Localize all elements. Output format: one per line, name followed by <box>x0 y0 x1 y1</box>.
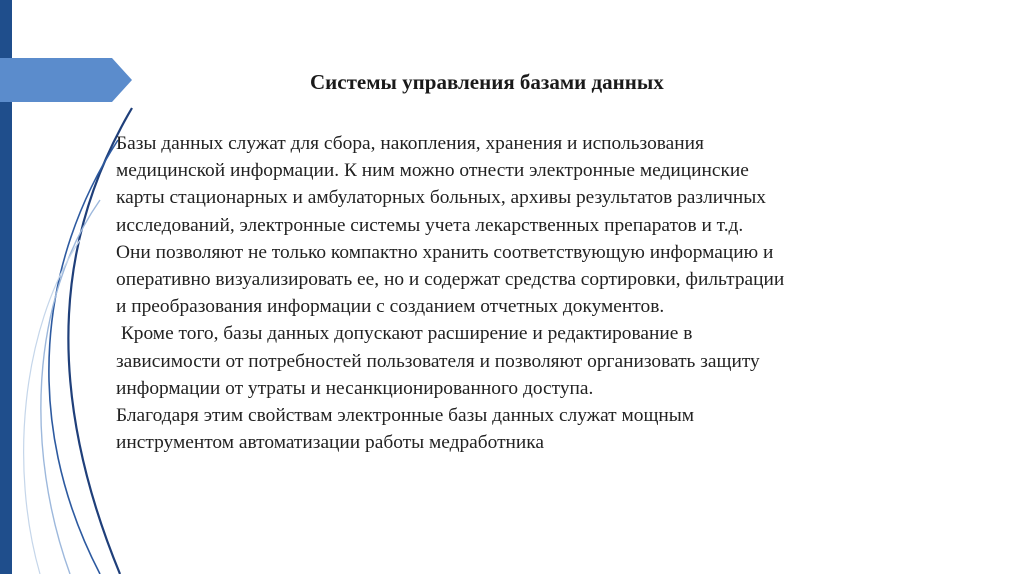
body-line: инструментом автоматизации работы медработника <box>116 432 545 454</box>
body-line: зависимости от потребностей пользователя и позволяют организовать защиту <box>116 350 760 372</box>
body-line: Кроме того, базы данных допускают расширение и редактирование в <box>116 323 693 345</box>
slide-title: Системы управления базами данных <box>310 70 664 94</box>
body-line: Они позволяют не только компактно хранить соответствующую информацию и <box>116 241 774 263</box>
body-line: исследований, электронные системы учета лекарственных препаратов и т.д. <box>116 214 744 236</box>
body-line: Базы данных служат для сбора, накопления, хранения и использования <box>116 133 704 154</box>
arrow-tab-shape <box>0 58 132 102</box>
body-line: Благодаря этим свойствам электронные базы данных служат мощным <box>116 405 695 427</box>
body-line: информации от утраты и несанкционированного доступа. <box>116 377 594 399</box>
body-line: и преобразования информации с созданием отчетных документов. <box>116 296 665 318</box>
body-line: оперативно визуализировать ее, но и содержат средства сортировки, фильтрации <box>116 269 785 291</box>
body-line: медицинской информации. К ним можно отнести электронные медицинские <box>116 160 749 182</box>
slide-body <box>116 130 1006 456</box>
body-line: карты стационарных и амбулаторных больных, архивы результатов различных <box>116 187 766 209</box>
